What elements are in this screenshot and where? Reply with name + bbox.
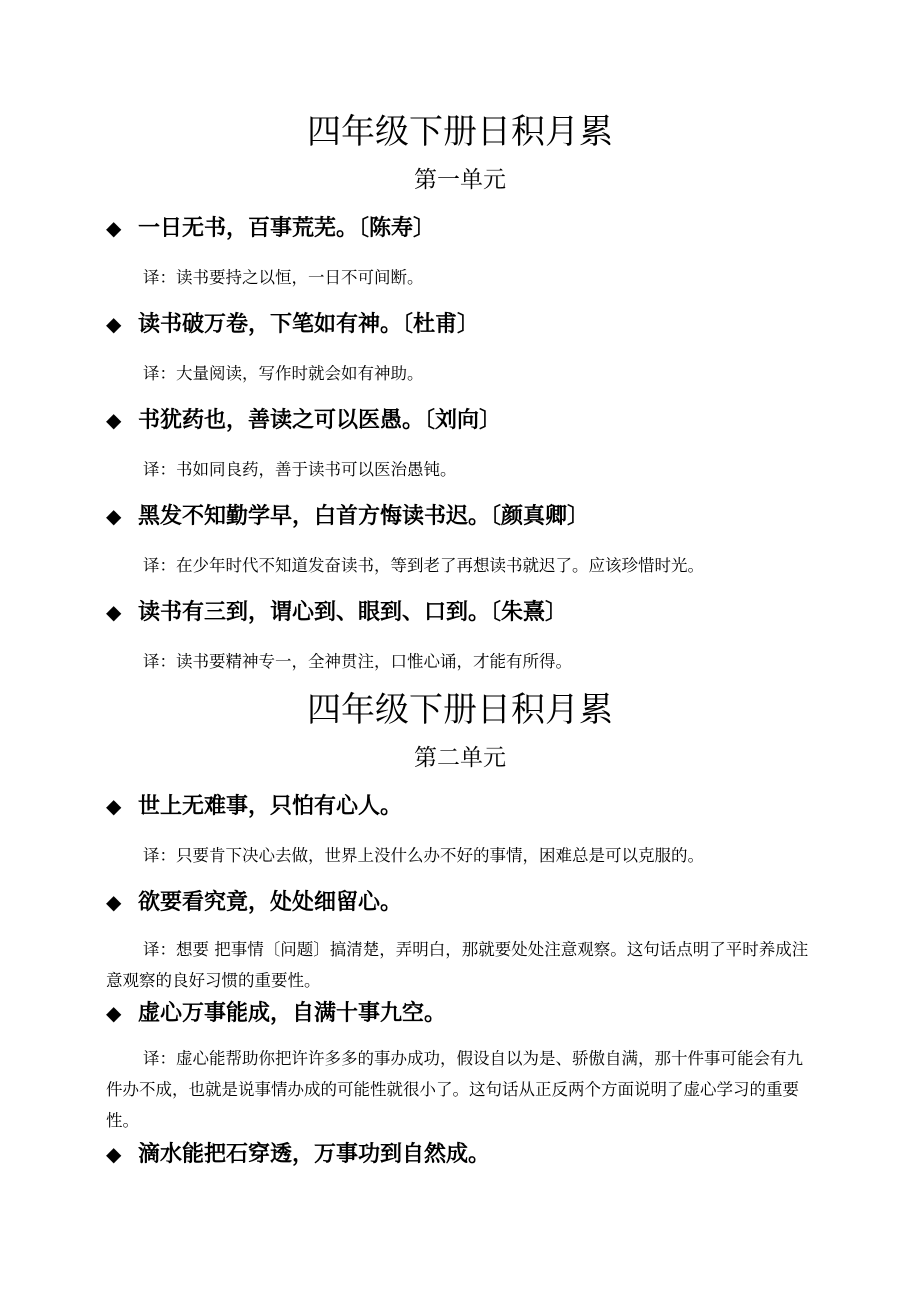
translation-text: 译：大量阅读，写作时就会如有神助。	[143, 364, 424, 383]
quote-line	[106, 887, 826, 918]
diamond-bullet-icon: ◆	[106, 1001, 122, 1025]
translation-text: 译：虚心能帮助你把许许多多的事办成功，假设自以为是、骄傲自满，那十件事可能会有九件办不成，也就是说事情办成的可能性就很小了。这句话从正反两个方面说明了虚心学习的重要性。	[106, 1049, 803, 1130]
quote-text: 欲要看究竟，处处细留心。	[138, 890, 403, 915]
diamond-bullet-icon: ◆	[106, 794, 122, 818]
page-title: 四年级下册日积月累	[307, 112, 613, 152]
quote-text: 一日无书，百事荒芜。〔陈寿〕	[138, 216, 436, 241]
quote-line	[106, 501, 826, 532]
quote-text: 读书有三到，谓心到、眼到、口到。〔朱熹〕	[138, 600, 568, 625]
diamond-bullet-icon: ◆	[106, 890, 122, 914]
quote-text: 滴水能把石穿透，万事功到自然成。	[138, 1142, 491, 1167]
quote-text: 黑发不知勤学早，白首方悔读书迟。〔颜真卿〕	[138, 504, 590, 529]
diamond-bullet-icon: ◆	[106, 600, 122, 624]
unit-heading: 第一单元	[414, 167, 506, 193]
diamond-bullet-icon: ◆	[106, 216, 122, 240]
diamond-bullet-icon: ◆	[106, 408, 122, 432]
quote-text: 虚心万事能成，自满十事九空。	[138, 1001, 447, 1026]
quote-line	[106, 597, 826, 628]
quote-text: 书犹药也，善读之可以医愚。〔刘向〕	[138, 408, 502, 433]
quote-line	[106, 405, 826, 436]
diamond-bullet-icon: ◆	[106, 1142, 122, 1166]
page-title: 四年级下册日积月累	[307, 690, 613, 730]
unit-heading: 第二单元	[414, 745, 506, 771]
diamond-bullet-icon: ◆	[106, 312, 122, 336]
quote-text: 世上无难事，只怕有心人。	[138, 794, 403, 819]
quote-line	[106, 1139, 826, 1170]
translation-text: 译：想要 把事情〔问题〕搞清楚，弄明白，那就要处处注意观察。这句话点明了平时养成注意观察的良好习惯的重要性。	[106, 940, 809, 990]
translation-text: 译：读书要持之以恒，一日不可间断。	[143, 268, 424, 287]
translation-text: 译：读书要精神专一，全神贯注，口惟心诵，才能有所得。	[143, 652, 572, 671]
quote-line	[106, 213, 826, 244]
translation-text: 译：在少年时代不知道发奋读书，等到老了再想读书就迟了。应该珍惜时光。	[143, 556, 704, 575]
diamond-bullet-icon: ◆	[106, 504, 122, 528]
quote-text: 读书破万卷，下笔如有神。〔杜甫〕	[138, 312, 480, 337]
quote-line	[106, 791, 826, 822]
translation-text: 译：只要肯下决心去做，世界上没什么办不好的事情，困难总是可以克服的。	[143, 846, 704, 865]
quote-line	[106, 309, 826, 340]
quote-line	[106, 998, 826, 1029]
translation-text: 译：书如同良药，善于读书可以医治愚钝。	[143, 460, 457, 479]
